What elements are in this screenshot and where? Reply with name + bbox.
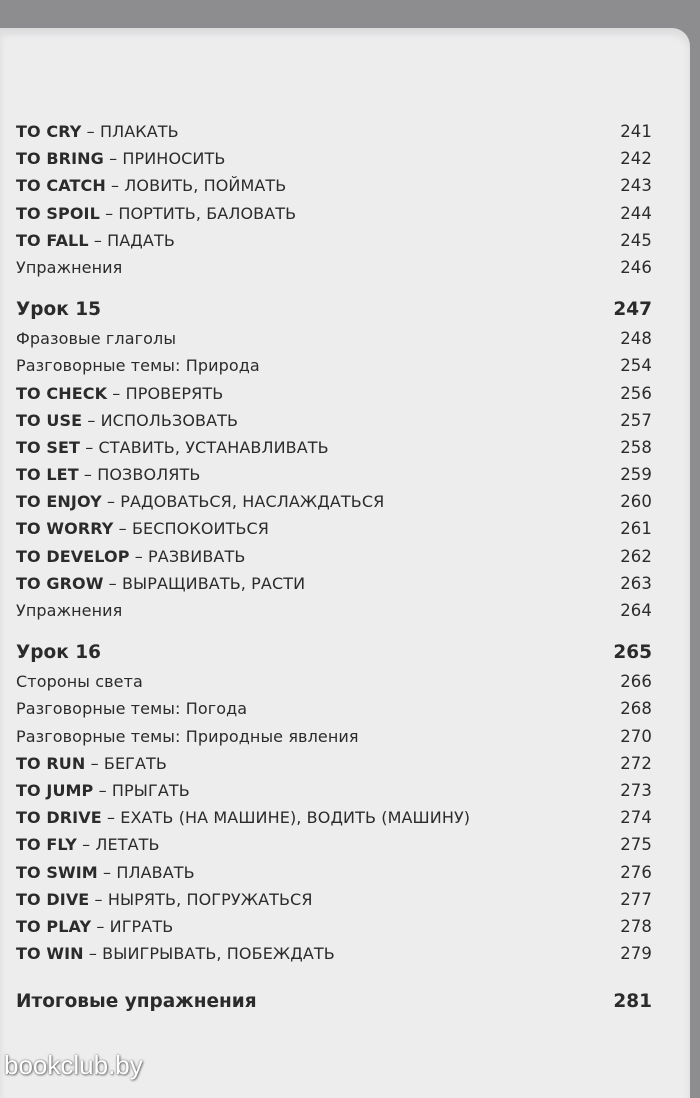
entry-title: – ВЫИГРЫВАТЬ, ПОБЕЖДАТЬ xyxy=(83,944,335,964)
toc-page-number: 257 xyxy=(620,410,652,430)
entry-title: – ПАДАТЬ xyxy=(88,230,175,250)
toc-entry-text xyxy=(16,465,200,484)
toc-entry xyxy=(16,258,652,285)
toc-page-number: 275 xyxy=(620,835,652,855)
toc-entry-text xyxy=(16,672,143,691)
toc-page-number: 246 xyxy=(620,257,652,277)
toc-page-number: 268 xyxy=(620,699,652,719)
toc-page-number: 274 xyxy=(620,808,652,828)
toc-entry xyxy=(16,492,652,519)
verb-term: TO JUMP xyxy=(16,780,94,800)
toc-page-number: 278 xyxy=(620,916,652,936)
entry-title: – ПРОВЕРЯТЬ xyxy=(107,383,224,403)
toc-entry xyxy=(16,601,652,628)
toc-entry xyxy=(16,781,652,808)
lesson-title: Урок 15 xyxy=(16,299,101,321)
toc-entry-text xyxy=(16,890,313,909)
toc-page-number: 266 xyxy=(620,672,652,692)
toc-entry-text xyxy=(16,258,122,277)
entry-title: – ПОЗВОЛЯТЬ xyxy=(78,465,201,485)
entry-title: Стороны света xyxy=(16,672,143,692)
final-exercises-title: Итоговые упражнения xyxy=(16,991,257,1013)
toc-entry-text xyxy=(16,781,190,800)
toc-entry xyxy=(16,438,652,465)
verb-term: TO CRY xyxy=(16,122,82,141)
entry-title: Упражнения xyxy=(16,257,123,277)
toc-page-number: 277 xyxy=(620,889,652,909)
toc-entry xyxy=(16,411,652,438)
entry-title: – ПРЫГАТЬ xyxy=(93,780,190,800)
verb-term: TO FLY xyxy=(16,835,77,855)
verb-term: TO ENJOY xyxy=(16,492,102,512)
toc-entry xyxy=(16,122,652,149)
toc-entry xyxy=(16,672,652,699)
verb-term: TO CHECK xyxy=(16,383,108,403)
verb-term: TO SET xyxy=(16,437,81,457)
entry-title: – ЛОВИТЬ, ПОЙМАТЬ xyxy=(105,176,287,196)
toc-page-number: 256 xyxy=(620,383,652,403)
final-exercises-page-number: 281 xyxy=(613,991,652,1013)
toc-entry xyxy=(16,574,652,601)
final-exercises-heading xyxy=(16,991,652,1021)
verb-term: TO RUN xyxy=(16,753,86,773)
entry-title: – РАЗВИВАТЬ xyxy=(129,546,246,566)
toc-page-number: 273 xyxy=(620,780,652,800)
toc-entry-text xyxy=(16,329,176,348)
entry-title: – ИГРАТЬ xyxy=(91,916,174,936)
toc-entry xyxy=(16,917,652,944)
toc-entry xyxy=(16,863,652,890)
entry-title: – ЕХАТЬ (НА МАШИНЕ), ВОДИТЬ (МАШИНУ) xyxy=(101,808,471,828)
entry-title: – ПЛАКАТЬ xyxy=(81,122,179,141)
verb-term: TO BRING xyxy=(16,149,104,169)
verb-term: TO SWIM xyxy=(16,862,98,882)
entry-title: – ЛЕТАТЬ xyxy=(76,835,160,855)
toc-entry xyxy=(16,384,652,411)
toc-entry-text xyxy=(16,835,160,854)
entry-title: – НЫРЯТЬ, ПОГРУЖАТЬСЯ xyxy=(89,889,313,909)
entry-title: Разговорные темы: Природа xyxy=(16,356,260,376)
toc-entry-text xyxy=(16,231,175,250)
toc-entry xyxy=(16,356,652,383)
toc-entry xyxy=(16,465,652,492)
lesson-title: Урок 16 xyxy=(16,642,101,664)
toc-entry-text xyxy=(16,727,359,746)
toc-page-number: 279 xyxy=(620,944,652,964)
toc-entry-text xyxy=(16,547,245,566)
entry-title: – РАДОВАТЬСЯ, НАСЛАЖДАТЬСЯ xyxy=(101,492,385,512)
toc-entry xyxy=(16,176,652,203)
toc-page-number: 244 xyxy=(620,203,652,223)
toc-page-number: 270 xyxy=(620,726,652,746)
toc-entry-text xyxy=(16,384,223,403)
entry-title: – СТАВИТЬ, УСТАНАВЛИВАТЬ xyxy=(80,437,329,457)
verb-term: TO FALL xyxy=(16,230,89,250)
book-page xyxy=(0,28,690,1098)
toc-entry xyxy=(16,231,652,258)
toc-entry xyxy=(16,149,652,176)
toc-entry-text xyxy=(16,519,269,538)
entry-title: – ПОРТИТЬ, БАЛОВАТЬ xyxy=(99,203,297,223)
verb-term: TO DIVE xyxy=(16,889,90,909)
verb-term: TO CATCH xyxy=(16,176,106,196)
toc-entry-text xyxy=(16,574,305,593)
toc-entry-text xyxy=(16,438,329,457)
toc-entry xyxy=(16,754,652,781)
verb-term: TO USE xyxy=(16,410,83,430)
lesson-page-number: 247 xyxy=(613,299,652,321)
toc-entry-text xyxy=(16,863,195,882)
toc-entry-text xyxy=(16,204,296,223)
entry-title: – ВЫРАЩИВАТЬ, РАСТИ xyxy=(103,573,306,593)
toc-entry-text xyxy=(16,601,122,620)
verb-term: TO WORRY xyxy=(16,519,114,539)
toc-entry-text xyxy=(16,176,286,195)
toc-entry xyxy=(16,329,652,356)
toc-entry-text xyxy=(16,411,238,430)
toc-page-number: 262 xyxy=(620,546,652,566)
toc-page-number: 242 xyxy=(620,149,652,169)
verb-term: TO GROW xyxy=(16,573,104,593)
toc-entry xyxy=(16,547,652,574)
toc-entry-text xyxy=(16,356,260,375)
toc-entry-text xyxy=(16,944,335,963)
entry-title: Разговорные темы: Погода xyxy=(16,699,248,719)
toc-entry xyxy=(16,519,652,546)
toc-entry xyxy=(16,699,652,726)
entry-title: – ПРИНОСИТЬ xyxy=(103,149,226,169)
toc-entry-text xyxy=(16,699,247,718)
toc-page-number: 272 xyxy=(620,753,652,773)
verb-term: TO DEVELOP xyxy=(16,546,130,566)
toc-entry-text xyxy=(16,808,470,827)
lesson-heading xyxy=(16,642,652,672)
verb-term: TO PLAY xyxy=(16,916,92,936)
entry-title: – БЕСПОКОИТЬСЯ xyxy=(113,519,270,539)
toc-entry-text xyxy=(16,754,167,773)
watermark: bookclub.by xyxy=(4,1050,143,1080)
toc-page-number: 263 xyxy=(620,573,652,593)
toc-page-number: 276 xyxy=(620,862,652,882)
entry-title: Разговорные темы: Природные явления xyxy=(16,726,359,746)
toc-entry xyxy=(16,944,652,971)
verb-term: TO LET xyxy=(16,465,79,485)
entry-title: – ПЛАВАТЬ xyxy=(97,862,195,882)
toc-page-number: 260 xyxy=(620,492,652,512)
toc-entry-text xyxy=(16,917,173,936)
toc-page-number: 241 xyxy=(620,122,652,141)
toc-entry xyxy=(16,890,652,917)
toc-page-number: 254 xyxy=(620,356,652,376)
toc-page-number: 264 xyxy=(620,601,652,620)
table-of-contents xyxy=(16,122,652,1021)
toc-page-number: 259 xyxy=(620,465,652,485)
entry-title: – БЕГАТЬ xyxy=(85,753,168,773)
toc-page-number: 248 xyxy=(620,329,652,349)
toc-page-number: 243 xyxy=(620,176,652,196)
toc-page-number: 261 xyxy=(620,519,652,539)
toc-page-number: 258 xyxy=(620,437,652,457)
toc-entry xyxy=(16,204,652,231)
entry-title: Фразовые глаголы xyxy=(16,329,177,349)
lesson-page-number: 265 xyxy=(613,642,652,664)
toc-entry xyxy=(16,808,652,835)
toc-entry-text xyxy=(16,149,225,168)
toc-entry xyxy=(16,835,652,862)
lesson-heading xyxy=(16,299,652,329)
entry-title: – ИСПОЛЬЗОВАТЬ xyxy=(82,410,239,430)
verb-term: TO WIN xyxy=(16,944,84,964)
toc-entry xyxy=(16,727,652,754)
toc-entry-text xyxy=(16,492,384,511)
verb-term: TO DRIVE xyxy=(16,808,102,828)
entry-title: Упражнения xyxy=(16,601,123,620)
toc-entry-text xyxy=(16,122,179,141)
toc-page-number: 245 xyxy=(620,230,652,250)
verb-term: TO SPOIL xyxy=(16,203,100,223)
